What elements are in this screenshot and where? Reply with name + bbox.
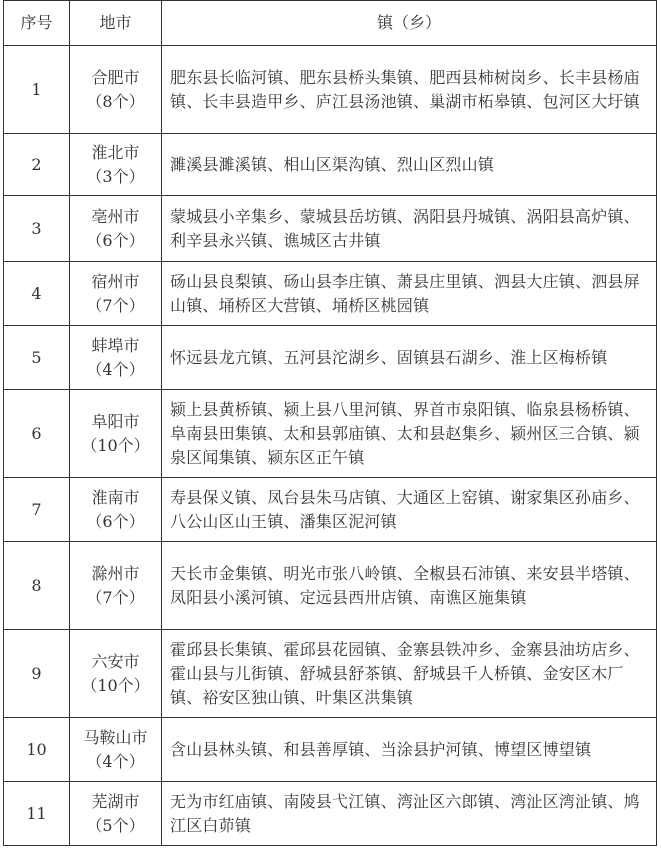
city-cell (70, 326, 162, 390)
row-number: 4 (4, 262, 70, 326)
towns-cell: 天长市金集镇、明光市张八岭镇、全椒县石沛镇、来安县半塔镇、凤阳县小溪河镇、定远县西卅店镇、南谯区施集镇 (162, 542, 657, 630)
table-row (4, 196, 657, 262)
table-row (4, 390, 657, 478)
row-number: 8 (4, 542, 70, 630)
towns-cell: 含山县林头镇、和县善厚镇、当涂县护河镇、博望区博望镇 (162, 718, 657, 782)
row-number: 6 (4, 390, 70, 478)
table-row (4, 630, 657, 718)
row-number: 2 (4, 134, 70, 196)
city-cell (70, 782, 162, 846)
town-count: （10个） (81, 675, 150, 695)
town-count: （7个） (86, 587, 145, 607)
city-cell (70, 478, 162, 542)
city-cell (70, 542, 162, 630)
towns-cell: 蒙城县小辛集乡、蒙城县岳坊镇、涡阳县丹城镇、涡阳县高炉镇、利辛县永兴镇、谯城区古井镇 (162, 196, 657, 262)
town-count: （4个） (86, 359, 145, 379)
towns-cell: 无为市红庙镇、南陵县弋江镇、湾沚区六郎镇、湾沚区湾沚镇、鸠江区白茆镇 (162, 782, 657, 846)
header-no: 序号 (4, 1, 70, 46)
town-count: （3个） (86, 166, 145, 186)
city-name: 滁州市 (91, 563, 140, 583)
town-count: （8个） (86, 91, 145, 111)
table-row (4, 782, 657, 846)
row-number: 7 (4, 478, 70, 542)
table-row (4, 46, 657, 134)
table-row (4, 326, 657, 390)
city-name: 芜湖市 (91, 791, 140, 811)
row-number: 11 (4, 782, 70, 846)
town-count: （7个） (86, 295, 145, 315)
towns-cell: 砀山县良梨镇、砀山县李庄镇、萧县庄里镇、泗县大庄镇、泗县屏山镇、埇桥区大营镇、埇桥区桃园镇 (162, 262, 657, 326)
towns-cell: 霍邱县长集镇、霍邱县花园镇、金寨县铁冲乡、金寨县油坊店乡、霍山县与儿街镇、舒城县舒茶镇、舒城县千人桥镇、金安区木厂镇、裕安区独山镇、叶集区洪集镇 (162, 630, 657, 718)
towns-cell: 颍上县黄桥镇、颍上县八里河镇、界首市泉阳镇、临泉县杨桥镇、阜南县田集镇、太和县郭庙镇、太和县赵集乡、颍州区三合镇、颍泉区闻集镇、颍东区正午镇 (162, 390, 657, 478)
towns-cell: 怀远县龙亢镇、五河县沱湖乡、固镇县石湖乡、淮上区梅桥镇 (162, 326, 657, 390)
table-row (4, 542, 657, 630)
table-row (4, 478, 657, 542)
header-city: 地市 (70, 1, 162, 46)
town-table (3, 0, 657, 846)
table-row (4, 134, 657, 196)
city-cell (70, 196, 162, 262)
city-name: 六安市 (91, 651, 140, 671)
city-name: 淮南市 (91, 487, 140, 507)
row-number: 10 (4, 718, 70, 782)
towns-cell: 濉溪县濉溪镇、相山区渠沟镇、烈山区烈山镇 (162, 134, 657, 196)
city-name: 马鞍山市 (83, 727, 148, 747)
city-name: 蚌埠市 (91, 335, 140, 355)
city-cell (70, 718, 162, 782)
towns-cell: 寿县保义镇、凤台县朱马店镇、大通区上窑镇、谢家集区孙庙乡、八公山区山王镇、潘集区泥河镇 (162, 478, 657, 542)
town-count: （4个） (86, 751, 145, 771)
town-count: （5个） (86, 815, 145, 835)
header-row (4, 1, 657, 46)
city-cell (70, 46, 162, 134)
header-towns: 镇（乡） (162, 1, 657, 46)
city-cell (70, 134, 162, 196)
table-row (4, 718, 657, 782)
city-cell (70, 262, 162, 326)
row-number: 3 (4, 196, 70, 262)
town-count: （6个） (86, 511, 145, 531)
town-count: （10个） (81, 435, 150, 455)
city-cell (70, 630, 162, 718)
city-name: 淮北市 (91, 142, 140, 162)
table-row (4, 262, 657, 326)
city-name: 亳州市 (91, 206, 140, 226)
table-body (4, 46, 657, 846)
city-cell (70, 390, 162, 478)
towns-cell: 肥东县长临河镇、肥东县桥头集镇、肥西县柿树岗乡、长丰县杨庙镇、长丰县造甲乡、庐江县汤池镇、巢湖市柘皋镇、包河区大圩镇 (162, 46, 657, 134)
row-number: 5 (4, 326, 70, 390)
city-name: 宿州市 (91, 271, 140, 291)
city-name: 合肥市 (91, 67, 140, 87)
city-name: 阜阳市 (91, 411, 140, 431)
town-count: （6个） (86, 230, 145, 250)
row-number: 9 (4, 630, 70, 718)
row-number: 1 (4, 46, 70, 134)
